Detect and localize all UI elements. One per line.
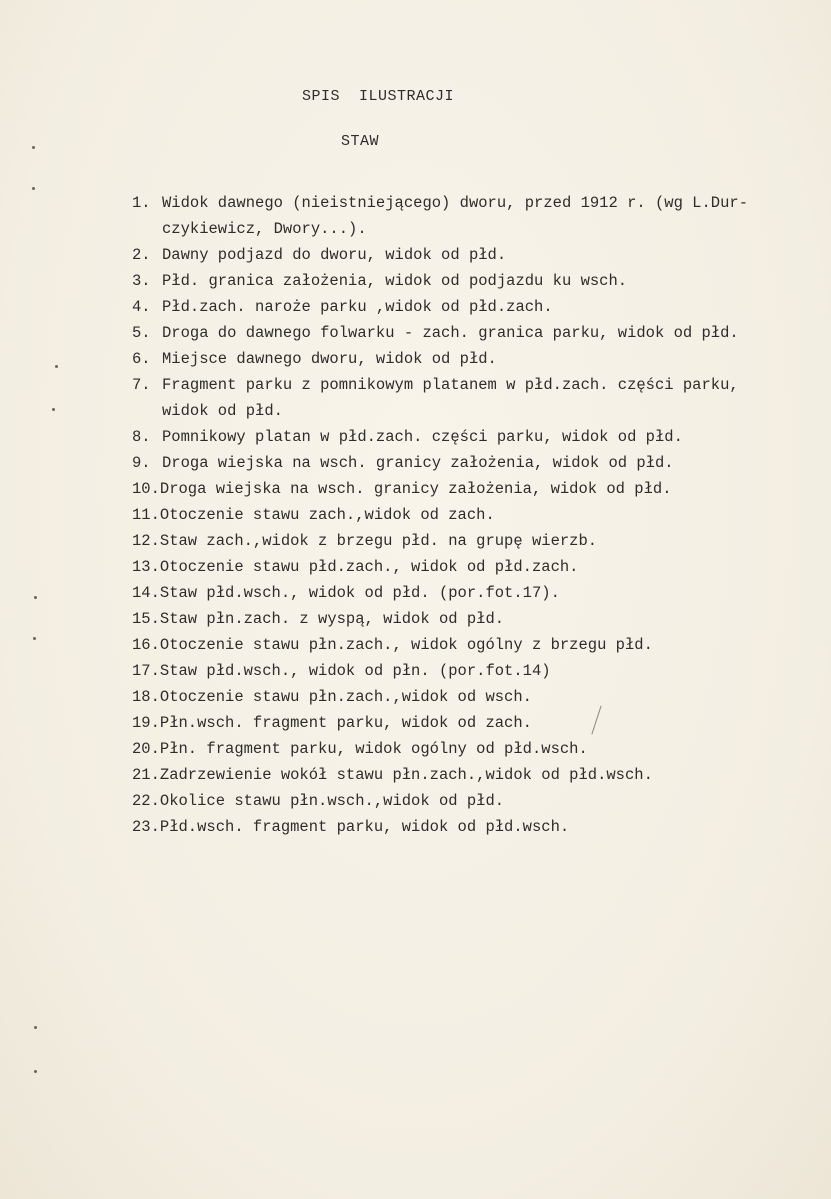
item-number: 4. [132,298,151,316]
list-item [132,502,812,528]
item-text: Staw płd.wsch., widok od płd. (por.fot.17). [159,584,560,602]
item-number: 18. [132,688,160,706]
item-text: Droga do dawnego folwarku - zach. granica parku, widok od płd. [162,324,739,342]
item-number: 17. [132,662,160,680]
item-number: 7. [132,376,151,394]
list-item [132,424,812,450]
item-number: 1. [132,194,151,212]
item-number: 10. [132,480,160,498]
item-number: 16. [132,636,160,654]
list-item [132,476,812,502]
item-text: Płn.wsch. fragment parku, widok od zach. [159,714,532,732]
list-item [132,320,812,346]
item-number: 11. [132,506,160,524]
item-number: 19. [132,714,160,732]
paper-speck [33,637,36,640]
paper-speck [34,1026,37,1029]
item-text: Droga wiejska na wsch. granicy założenia, widok od płd. [159,480,672,498]
item-number: 6. [132,350,151,368]
item-number: 15. [132,610,160,628]
item-text: Droga wiejska na wsch. granicy założenia, widok od płd. [162,454,674,472]
list-item [132,762,812,788]
item-text-continuation: widok od płd. [162,402,283,420]
item-text: Widok dawnego (nieistniejącego) dworu, przed 1912 r. (wg L.Dur- [162,194,748,212]
item-text: Otoczenie stawu zach.,widok od zach. [159,506,495,524]
item-text: Płn. fragment parku, widok ogólny od płd.wsch. [159,740,588,758]
list-item [132,658,812,684]
document-subtitle: STAW [341,133,380,150]
paper-speck [55,365,58,368]
item-number: 23. [132,818,160,836]
item-text: Staw zach.,widok z brzegu płd. na grupę wierzb. [159,532,598,550]
item-text: Otoczenie stawu płn.zach., widok ogólny z brzegu płd. [159,636,653,654]
list-item [132,736,812,762]
list-item [132,372,812,398]
item-text: Otoczenie stawu płn.zach.,widok od wsch. [159,688,532,706]
paper-speck [32,146,35,149]
item-text: Płd.zach. naroże parku ,widok od płd.zach. [162,298,553,316]
list-item [132,684,812,710]
item-text: Płd. granica założenia, widok od podjazdu ku wsch. [162,272,628,290]
item-text: Zadrzewienie wokół stawu płn.zach.,widok od płd.wsch. [159,766,653,784]
paper-speck [34,1070,37,1073]
item-number: 5. [132,324,151,342]
paper-speck [32,187,35,190]
item-number: 20. [132,740,160,758]
list-item [132,528,812,554]
item-number: 14. [132,584,160,602]
list-item [132,242,812,268]
item-text: Miejsce dawnego dworu, widok od płd. [162,350,497,368]
document-title: SPIS ILUSTRACJI [302,88,455,105]
item-text: Staw płn.zach. z wyspą, widok od płd. [159,610,505,628]
item-text: Fragment parku z pomnikowym platanem w płd.zach. części parku, [162,376,739,394]
item-text: Płd.wsch. fragment parku, widok od płd.wsch. [159,818,570,836]
item-number: 12. [132,532,160,550]
list-item [132,268,812,294]
item-text: Dawny podjazd do dworu, widok od płd. [162,246,507,264]
list-item [132,450,812,476]
list-item [132,632,812,658]
item-number: 13. [132,558,160,576]
list-item [132,788,812,814]
list-item [132,814,812,840]
list-item [132,190,812,216]
list-item [132,710,812,736]
item-number: 21. [132,766,160,784]
list-item [132,346,812,372]
item-text: Pomnikowy platan w płd.zach. części parku, widok od płd. [162,428,683,446]
list-item [132,294,812,320]
item-number: 2. [132,246,151,264]
list-item [132,580,812,606]
item-text-continuation: czykiewicz, Dwory...). [162,220,367,238]
item-text: Staw płd.wsch., widok od płn. (por.fot.14) [159,662,551,680]
item-number: 3. [132,272,151,290]
item-number: 9. [132,454,151,472]
list-item [132,554,812,580]
list-item [132,606,812,632]
paper-speck [52,408,55,411]
item-text: Otoczenie stawu płd.zach., widok od płd.zach. [159,558,579,576]
paper-speck [34,596,37,599]
item-number: 22. [132,792,160,810]
item-text: Okolice stawu płn.wsch.,widok od płd. [159,792,505,810]
illustration-list [132,190,812,840]
item-number: 8. [132,428,151,446]
